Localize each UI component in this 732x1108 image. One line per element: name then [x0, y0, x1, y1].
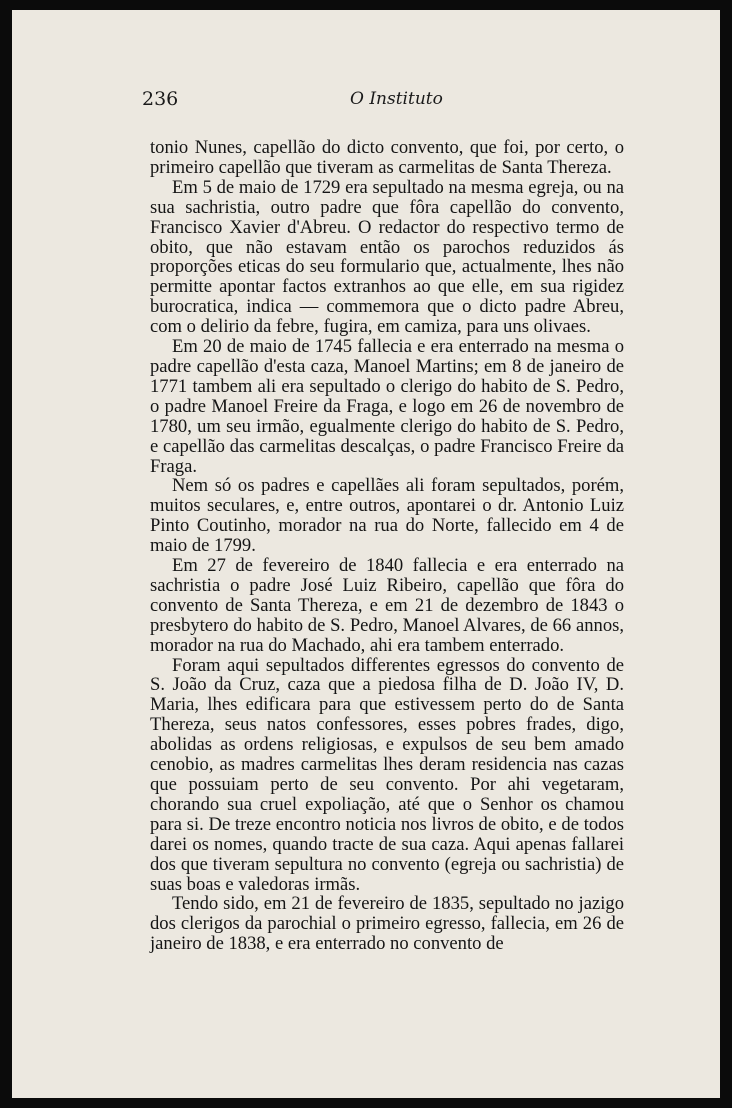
paragraph: Foram aqui sepultados differentes egressos do convento de S. João da Cruz, caza que a piedosa filha de D. João IV, D. Maria, lhes edificara para que estivessem perto do de Santa Thereza, seus natos confessores, esses pobres frades, digo, abolidas as ordens religiosas, e expulsos de seu bem amado cenobio, as madres carmelitas lhes deram residencia nas cazas que possuiam perto de seu convento. Por ahi vegetaram, chorando sua cruel expoliação, até que o Senhor os chamou para si. De treze encontro noticia nos livros de obito, e de todos darei os nomes, quando tracte de sua caza. Aqui apenas fallarei dos que tiveram sepultura no convento (egreja ou sachristia) de suas boas e valedoras irmãs.	[150, 654, 624, 895]
running-title: O Instituto	[350, 89, 443, 109]
book-page	[12, 10, 720, 1098]
paragraph: Em 27 de fevereiro de 1840 fallecia e era enterrado na sachristia o padre José Luiz Ribeiro, capellão que fôra do convento de Santa Thereza, e em 21 de dezembro de 1843 o presbytero do habito de S. Pedro, Manoel Alvares, de 66 annos, morador na rua do Machado, ahi era tambem enterrado.	[150, 555, 624, 656]
paragraph: tonio Nunes, capellão do dicto convento, que foi, por certo, o primeiro capellão que tiveram as carmelitas de Santa Thereza.	[150, 137, 624, 178]
paragraph: Nem só os padres e capellães ali foram sepultados, porém, muitos seculares, e, entre outros, apontarei o dr. Antonio Luiz Pinto Coutinho, morador na rua do Norte, fallecido em 4 de maio de 1799.	[150, 475, 624, 557]
paragraph: Tendo sido, em 21 de fevereiro de 1835, sepultado no jazigo dos clerigos da parochial o primeiro egresso, fallecia, em 26 de janeiro de 1838, e era enterrado no convento de	[150, 893, 624, 955]
paragraph: Em 5 de maio de 1729 era sepultado na mesma egreja, ou na sua sachristia, outro padre que fôra capellão do convento, Francisco Xavier d'Abreu. O redactor do respectivo termo de obito, que não estavam então os parochos reduzidos ás proporções eticas do seu formulario que, actualmente, lhes não permitte apontar factos extranhos ao que elle, em sua rigidez burocratica, indica — commemora que o dicto padre Abreu, com o delirio da febre, fugira, em camiza, para uns olivaes.	[150, 176, 624, 338]
paragraph: Em 20 de maio de 1745 fallecia e era enterrado na mesma o padre capellão d'esta caza, Manoel Martins; em 8 de janeiro de 1771 tambem ali era sepultado o clerigo do habito de S. Pedro, o padre Manoel Freire da Fraga, e logo em 26 de novembro de 1780, um seu irmão, egualmente clerigo do habito de S. Pedro, e capellão das carmelitas descalças, o padre Francisco Freire da Fraga.	[150, 336, 624, 477]
page-number: 236	[142, 88, 179, 110]
page-header	[142, 88, 642, 116]
body-text	[150, 138, 624, 954]
